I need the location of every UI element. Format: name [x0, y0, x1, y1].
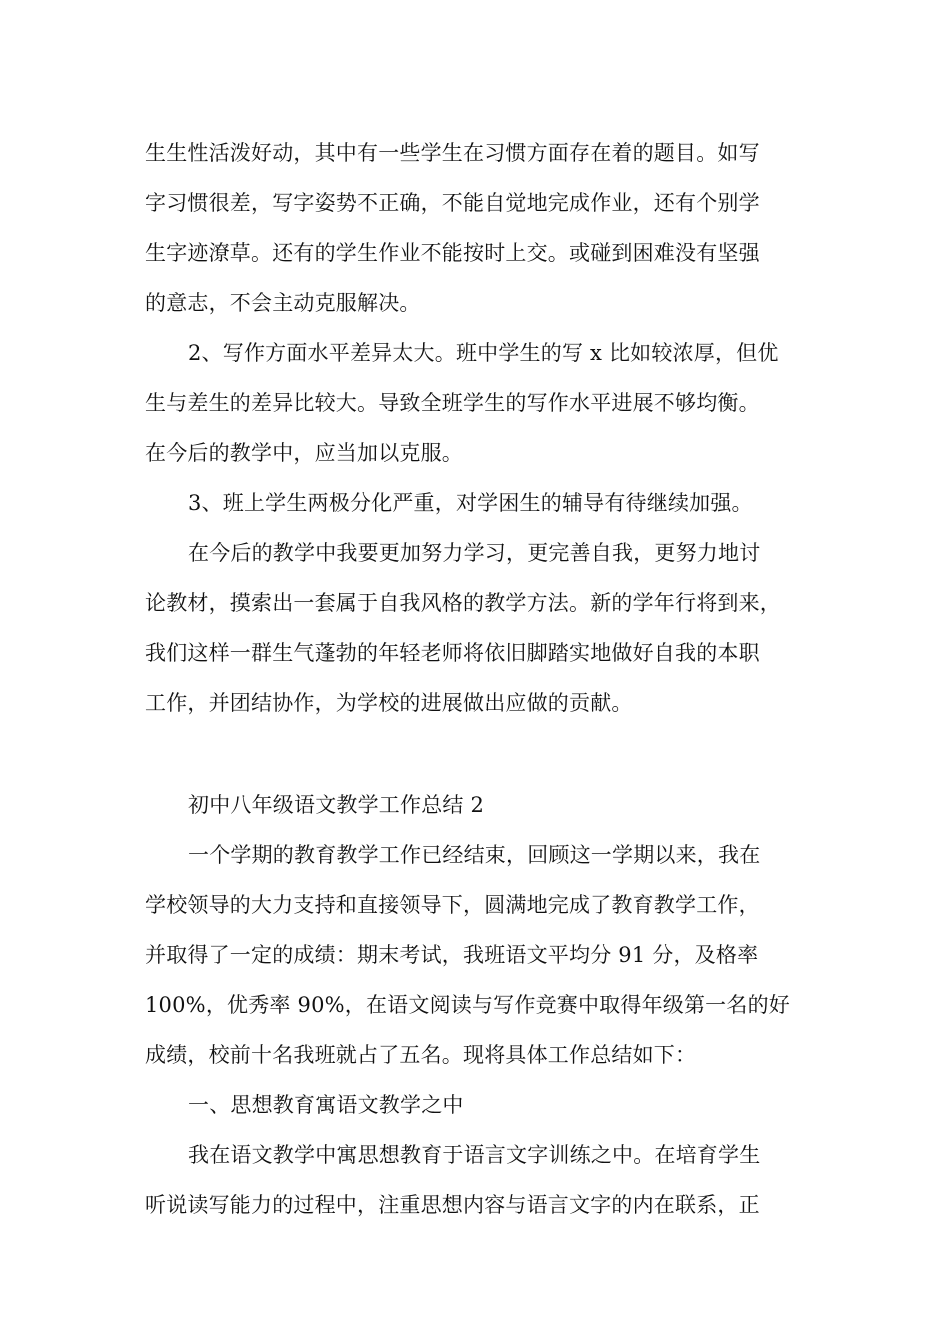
text-line: 2、写作方面水平差异太大。班中学生的写 x 比如较浓厚，但优 — [188, 341, 779, 365]
text-line: 工作，并团结协作，为学校的进展做出应做的贡献。 — [145, 691, 633, 715]
text-line: 在今后的教学中我要更加努力学习，更完善自我，更努力地讨 — [188, 541, 761, 565]
text-line: 我们这样一群生气蓬勃的年轻老师将依旧脚踏实地做好自我的本职 — [145, 641, 760, 665]
text-line: 生与差生的差异比较大。导致全班学生的写作水平进展不够均衡。 — [145, 391, 760, 415]
text-line: 100%，优秀率 90%，在语文阅读与写作竞赛中取得年级第一名的好 — [145, 993, 790, 1017]
text-line: 听说读写能力的过程中，注重思想内容与语言文字的内在联系，正 — [145, 1193, 760, 1217]
text-line: 3、班上学生两极分化严重，对学困生的辅导有待继续加强。 — [188, 491, 753, 515]
text-line: 一个学期的教育教学工作已经结束，回顾这一学期以来，我在 — [188, 843, 761, 867]
subheading: 一、思想教育寓语文教学之中 — [188, 1093, 464, 1117]
text-line: 我在语文教学中寓思想教育于语言文字训练之中。在培育学生 — [188, 1143, 761, 1167]
section-title: 初中八年级语文教学工作总结 2 — [188, 793, 485, 817]
text-line: 生生性活泼好动，其中有一些学生在习惯方面存在着的题目。如写 — [145, 141, 760, 165]
text-line: 学校领导的大力支持和直接领导下，圆满地完成了教育教学工作， — [145, 893, 760, 917]
text-line: 论教材，摸索出一套属于自我风格的教学方法。新的学年行将到来， — [145, 591, 781, 615]
text-line: 的意志，不会主动克服解决。 — [145, 291, 421, 315]
text-line: 并取得了一定的成绩：期末考试，我班语文平均分 91 分，及格率 — [145, 943, 759, 967]
text-line: 在今后的教学中，应当加以克服。 — [145, 441, 463, 465]
text-line: 成绩，校前十名我班就占了五名。现将具体工作总结如下： — [145, 1043, 697, 1067]
text-line: 字习惯很差，写字姿势不正确，不能自觉地完成作业，还有个别学 — [145, 191, 760, 215]
text-line: 生字迹潦草。还有的学生作业不能按时上交。或碰到困难没有坚强 — [145, 241, 760, 265]
